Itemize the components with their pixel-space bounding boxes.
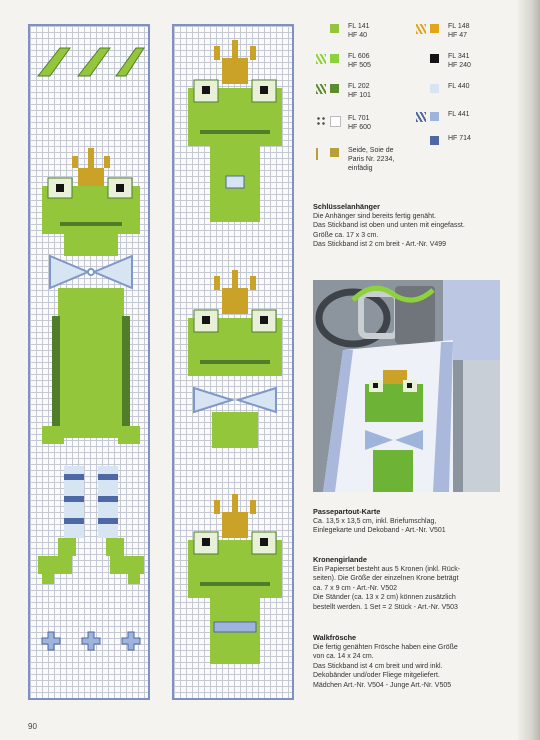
section-passepartout: [313, 507, 513, 536]
section-title: Schlüsselanhänger: [313, 202, 380, 211]
legend-item: [316, 22, 416, 42]
hatch-green-symbol: [316, 54, 326, 64]
legend-hf-code: HF 600: [348, 124, 371, 131]
legend-fl-code: FL 606: [348, 53, 370, 60]
dots-symbol: [316, 116, 326, 126]
section-title: Walkfrösche: [313, 633, 357, 642]
section-line: Die Anhänger sind bereits fertig genäht.: [313, 212, 436, 220]
legend-item: [316, 114, 416, 134]
hatch-blue-symbol: [416, 112, 426, 122]
legend-item: [316, 82, 416, 102]
page-number: 90: [28, 722, 37, 731]
cross-stitch-chart-tall-frog: [28, 24, 150, 700]
legend-fl-code: FL 701: [348, 115, 370, 122]
tall-frog-pattern: [30, 26, 152, 702]
blue-flower-row: [42, 632, 140, 650]
legend-item: [316, 146, 416, 176]
section-line: Mädchen Art.-Nr. V504 - Junge Art.-Nr. V505: [313, 681, 452, 689]
section-line: Ein Papierset besteht aus 5 Kronen (inkl. Rück-: [313, 565, 461, 573]
hatch-dark-symbol: [316, 84, 326, 94]
hatch-yellow-symbol: [416, 24, 426, 34]
legend-item: [416, 82, 516, 102]
legend-silk-line3: einfädig: [348, 165, 373, 172]
legend-hf-code: HF 101: [348, 92, 371, 99]
section-title: Kronengirlande: [313, 555, 367, 564]
section-line: Das Stickband ist 2 cm breit - Art.-Nr. V499: [313, 241, 447, 248]
legend-fl-code: FL 341: [448, 53, 470, 60]
legend-silk-line1: Seide, Soie de: [348, 147, 394, 154]
swatch-fl441: [430, 112, 439, 121]
legend-item: [416, 110, 516, 130]
legend-hf-code: HF 240: [448, 62, 471, 69]
keychain-illustration: [313, 280, 500, 492]
legend-item: [416, 52, 516, 72]
section-line: Einlegekarte und Dekoband - Art.-Nr. V501: [313, 527, 446, 534]
keychain-photo: [313, 280, 500, 492]
legend-fl-code: FL 440: [448, 83, 470, 90]
swatch-fl141: [330, 24, 339, 33]
legend-item: [416, 22, 516, 42]
section-line: Die Ständer (ca. 13 x 2 cm) können zusätzlich: [313, 594, 456, 601]
backstitch-symbol: [316, 148, 324, 160]
swatch-fl606: [330, 54, 339, 63]
striped-socks: [64, 466, 118, 538]
section-line: seiten). Die Größe der einzelnen Krone beträgt: [313, 575, 459, 582]
section-felt-frogs: [313, 633, 513, 690]
legend-fl-code: FL 148: [448, 23, 470, 30]
section-line: ca. 7 x 9 cm - Art.-Nr. V502: [313, 584, 398, 592]
legend-fl-code: FL 141: [348, 23, 370, 30]
section-crown-garland: [313, 555, 513, 612]
legend-fl-code: FL 202: [348, 83, 370, 90]
swatch-silk: [330, 148, 339, 157]
frog-body: [42, 288, 140, 444]
frog-head-3: [188, 494, 282, 664]
legend-hf-code: HF 714: [448, 135, 471, 142]
frog-head: [42, 178, 140, 256]
crown: [72, 148, 110, 188]
section-line: bestellt werden. 1 Set = 2 Stück - Art.-Nr. V503: [313, 603, 458, 611]
leaf-row: [38, 48, 144, 76]
section-line: Ca. 13,5 x 13,5 cm, inkl. Briefumschlag,: [313, 517, 437, 525]
section-line: Dekobänder und/oder Fliege mitgeliefert.: [313, 672, 440, 679]
swatch-hf714: [430, 136, 439, 145]
frog-heads-pattern: [174, 26, 296, 702]
legend-hf-code: HF 47: [448, 32, 468, 39]
section-line: Das Stickband ist 4 cm breit und wird inkl.: [313, 662, 443, 670]
legend-fl-code: FL 441: [448, 111, 470, 118]
section-line: Das Stickband ist oben und unten mit eingefasst.: [313, 222, 465, 229]
swatch-fl148: [430, 24, 439, 33]
legend-item: [416, 134, 516, 154]
swatch-fl440: [430, 84, 439, 93]
frog-head-1: [188, 40, 282, 222]
legend-hf-code: HF 505: [348, 62, 371, 69]
swatch-fl202: [330, 84, 339, 93]
section-line: von ca. 14 x 24 cm.: [313, 653, 374, 660]
frog-head-2: [188, 270, 282, 448]
section-title: Passepartout-Karte: [313, 507, 381, 516]
color-legend: [316, 22, 516, 192]
swatch-fl341: [430, 54, 439, 63]
legend-hf-code: HF 40: [348, 32, 368, 39]
book-spine-shadow: [518, 0, 540, 740]
section-line: Größe ca. 17 x 3 cm.: [313, 231, 379, 239]
frog-feet: [38, 538, 144, 584]
bow-tie: [50, 256, 132, 288]
legend-item: [316, 52, 416, 72]
legend-silk-line2: Paris Nr. 2234,: [348, 156, 395, 163]
swatch-fl701: [330, 116, 341, 127]
cross-stitch-chart-frog-heads: [172, 24, 294, 700]
section-key-ring: [313, 202, 513, 250]
section-line: Die fertig genähten Frösche haben eine Größe: [313, 643, 458, 651]
